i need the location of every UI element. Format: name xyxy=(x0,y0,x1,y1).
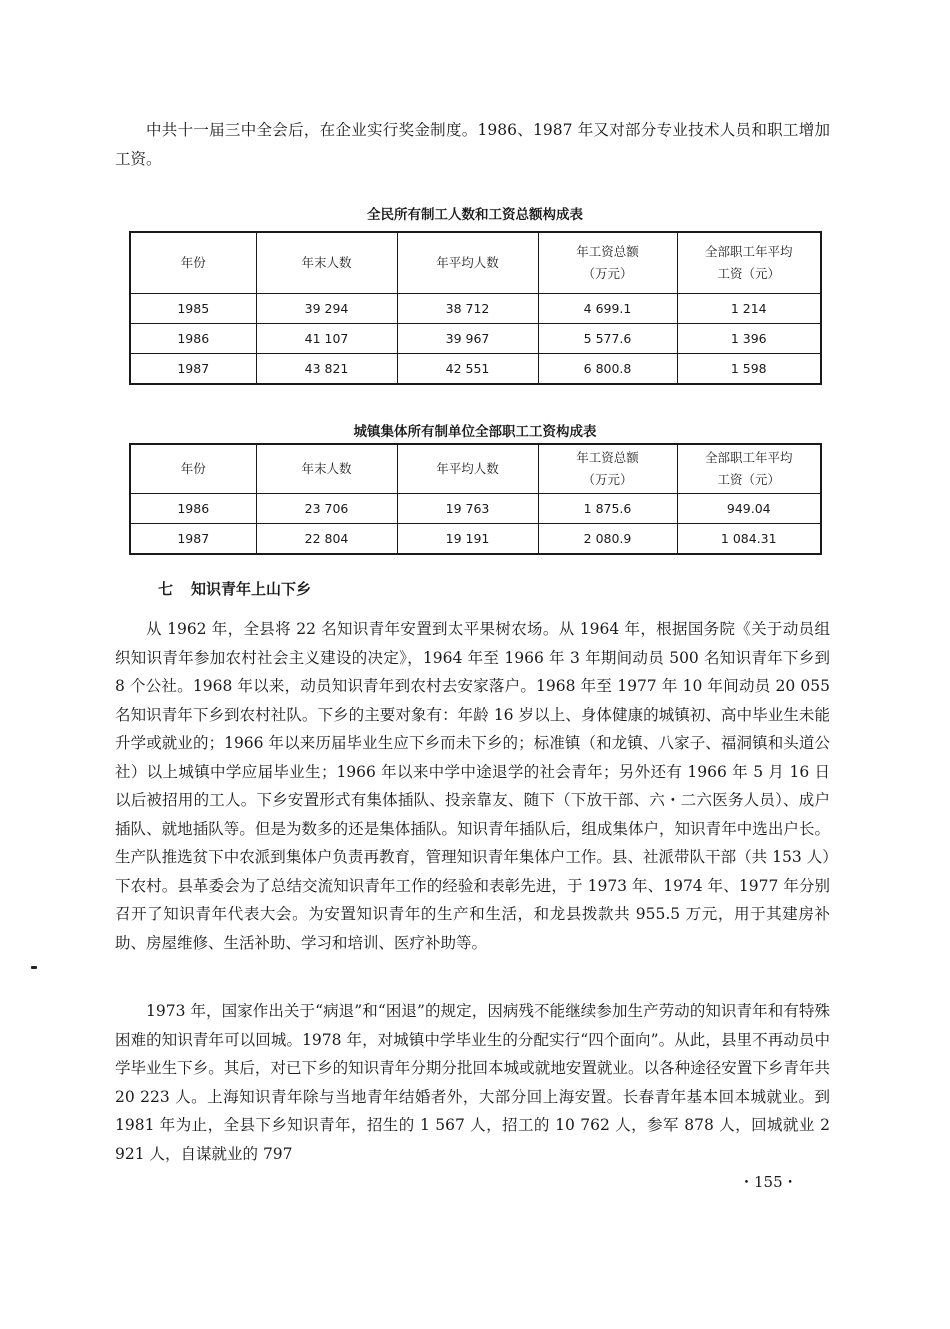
header-avg-wage xyxy=(677,232,821,294)
cell-wage-total: 2 080.9 xyxy=(538,524,677,555)
cell-year-end: 22 804 xyxy=(256,524,397,555)
cell-avg-wage: 1 084.31 xyxy=(677,524,821,555)
header-avg-wage-unit: 工资（元） xyxy=(717,472,780,487)
cell-year: 1985 xyxy=(130,294,256,324)
cell-wage-total: 4 699.1 xyxy=(538,294,677,324)
table-header-row xyxy=(130,232,821,294)
table-row xyxy=(130,494,821,524)
table-row xyxy=(130,294,821,324)
header-year-end: 年末人数 xyxy=(256,232,397,294)
header-wage-total-label: 年工资总额 xyxy=(576,450,639,465)
table-row xyxy=(130,354,821,385)
cell-year: 1986 xyxy=(130,324,256,354)
table2-caption: 城镇集体所有制单位全部职工工资构成表 xyxy=(353,424,597,440)
cell-wage-total: 5 577.6 xyxy=(538,324,677,354)
header-year-end: 年末人数 xyxy=(256,444,397,494)
cell-year-avg: 42 551 xyxy=(397,354,538,385)
cell-year-end: 41 107 xyxy=(256,324,397,354)
cell-avg-wage: 1 214 xyxy=(677,294,821,324)
header-avg-wage-label: 全部职工年平均 xyxy=(704,244,793,259)
table-row xyxy=(130,524,821,555)
cell-wage-total: 6 800.8 xyxy=(538,354,677,385)
cell-year-avg: 19 763 xyxy=(397,494,538,524)
header-wage-total xyxy=(538,232,677,294)
header-wage-total xyxy=(538,444,677,494)
table1-state-owned-wages xyxy=(129,231,822,385)
table2-collective-wages xyxy=(129,443,822,555)
page-number: ・155・ xyxy=(739,1173,798,1191)
header-year: 年份 xyxy=(130,444,256,494)
header-year: 年份 xyxy=(130,232,256,294)
cell-year-avg: 38 712 xyxy=(397,294,538,324)
table1-caption: 全民所有制工人数和工资总额构成表 xyxy=(367,207,583,223)
cell-year-end: 39 294 xyxy=(256,294,397,324)
section-title: 知识青年上山下乡 xyxy=(191,580,312,598)
cell-avg-wage: 1 396 xyxy=(677,324,821,354)
header-avg-wage-unit: 工资（元） xyxy=(717,266,780,281)
cell-year-end: 43 821 xyxy=(256,354,397,385)
section-number: 七 xyxy=(158,580,174,598)
table-header-row xyxy=(130,444,821,494)
cell-year: 1986 xyxy=(130,494,256,524)
table-row xyxy=(130,324,821,354)
header-wage-total-label: 年工资总额 xyxy=(576,244,639,259)
cell-year-end: 23 706 xyxy=(256,494,397,524)
header-wage-total-unit: （万元） xyxy=(582,472,633,487)
cell-avg-wage: 1 598 xyxy=(677,354,821,385)
scan-speck xyxy=(31,966,37,969)
body-paragraph-2: 1973 年，国家作出关于“病退”和“困退”的规定，因病残不能继续参加生产劳动的知识青年和有特殊困难的知识青年可以回城。1978 年，对城镇中学毕业生的分配实行“四个面向”。从此，县里不再动员中学毕业生下乡。其后，对已下乡的知识青年分期分批回本城或就地安置就业。以各种途径安置下乡青年共 20 223 人。上海知识青年除与当地青年结婚者外，大部分回上海安置。长春青年基本回本城就业。到 1981 年为止，全县下乡知识青年，招生的 1 567 人，招工的 10 762 人，参军 878 人，回城就业 2 921 人，自谋就业的 797 xyxy=(115,1002,830,1163)
header-wage-total-unit: （万元） xyxy=(582,266,633,281)
section-heading xyxy=(158,578,311,599)
header-avg-wage-label: 全部职工年平均 xyxy=(704,450,793,465)
cell-wage-total: 1 875.6 xyxy=(538,494,677,524)
header-year-avg: 年平均人数 xyxy=(397,444,538,494)
body-paragraph-1: 从 1962 年，全县将 22 名知识青年安置到太平果树农场。从 1964 年，根据国务院《关于动员组织知识青年参加农村社会主义建设的决定》，1964 年至 1966 年 3 年期间动员 500 名知识青年下乡到 8 个公社。1968 年以来，动员知识青年到农村去安家落户。1968 年至 1977 年 10 年间动员 20 055 名知识青年下乡到农村社队。下乡的主要对象有：年龄 16 岁以上、身体健康的城镇初、高中毕业生未能升学或就业的；1966 年以来历届毕业生应下乡而未下乡的；标准镇（和龙镇、八家子、福洞镇和头道公社）以上城镇中学应届毕业生；1966 年以来中学中途退学的社会青年；另外还有 1966 年 5 月 16 日以后被招用的工人。下乡安置形式有集体插队、投亲靠友、随下（下放干部、六・二六医务人员）、成户插队、就地插队等。但是为数多的还是集体插队。知识青年插队后，组成集体户，知识青年中选出户长。生产队推选贫下中农派到集体户负责再教育，管理知识青年集体户工作。县、社派带队干部（共 153 人）下农村。县革委会为了总结交流知识青年工作的经验和表彰先进，于 1973 年、1974 年、1977 年分别召开了知识青年代表大会。为安置知识青年的生产和生活，和龙县拨款共 955.5 万元，用于其建房补助、房屋维修、生活补助、学习和培训、医疗补助等。 xyxy=(115,620,830,952)
cell-year: 1987 xyxy=(130,354,256,385)
cell-avg-wage: 949.04 xyxy=(677,494,821,524)
cell-year: 1987 xyxy=(130,524,256,555)
header-year-avg: 年平均人数 xyxy=(397,232,538,294)
cell-year-avg: 39 967 xyxy=(397,324,538,354)
intro-paragraph: 中共十一届三中全会后，在企业实行奖金制度。1986、1987 年又对部分专业技术人员和职工增加工资。 xyxy=(115,121,830,168)
cell-year-avg: 19 191 xyxy=(397,524,538,555)
header-avg-wage xyxy=(677,444,821,494)
